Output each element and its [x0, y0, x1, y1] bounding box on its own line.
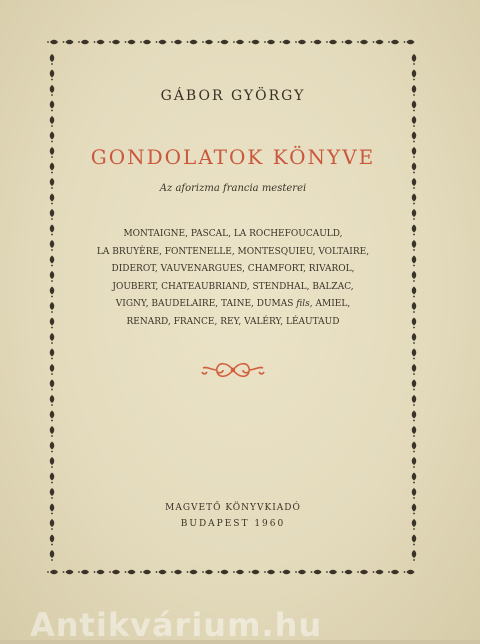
author-list [52, 226, 414, 331]
author-list-line: MONTAIGNE, PASCAL, LA ROCHEFOUCAULD, [123, 229, 343, 239]
author-list-line: LA BRUYÈRE, FONTENELLE, MONTESQUIEU, VOLTAIRE, [96, 246, 370, 257]
author-list-line: RENARD, FRANCE, REY, VALÉRY, LÉAUTAUD [126, 316, 340, 327]
scroll-ornament-icon [201, 360, 265, 380]
publisher-name: MAGVETŐ KÖNYVKIADÓ [165, 503, 301, 513]
author-list-line: DIDEROT, VAUVENARGUES, CHAMFORT, RIVAROL, [111, 264, 355, 274]
author-list-line [52, 296, 414, 314]
watermark-text: Antikvárium.hu [30, 606, 323, 644]
book-subtitle: Az aforizma francia mesterei [159, 183, 307, 194]
publication-place-year: BUDAPEST 1960 [180, 519, 286, 529]
author-name: GÁBOR GYÖRGY [160, 88, 306, 104]
title-page-content [60, 0, 406, 640]
book-title: GONDOLATOK KÖNYVE [90, 145, 376, 169]
author-list-line: JOUBERT, CHATEAUBRIAND, STENDHAL, BALZAC, [112, 281, 354, 292]
author-list-segment: , AMIEL, [309, 299, 351, 309]
author-list-segment: VIGNY, BAUDELAIRE, TAINE, DUMAS [115, 299, 294, 309]
author-list-italic: fils [296, 299, 310, 309]
